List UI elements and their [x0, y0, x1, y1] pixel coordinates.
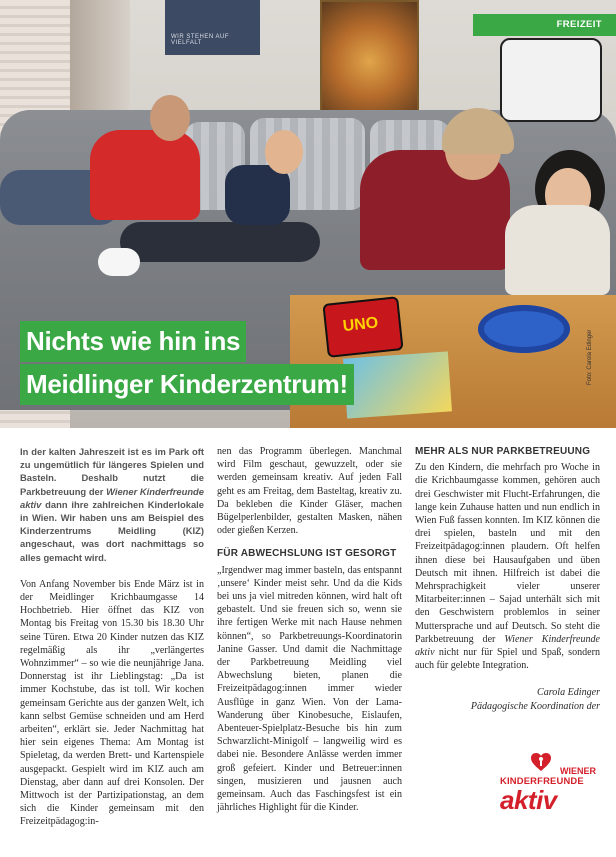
- kinderfreunde-logo: [496, 752, 606, 820]
- girl-body: [505, 205, 610, 295]
- body-paragraph: [415, 461, 600, 672]
- column-1: [20, 445, 204, 829]
- headline-line-2: Meidlinger Kinderzentrum!: [20, 364, 354, 405]
- person-head: [150, 95, 190, 141]
- logo-aktiv: aktiv: [500, 785, 557, 815]
- author-role: Pädagogische Koordination der: [470, 700, 600, 712]
- lead-paragraph: [20, 445, 204, 564]
- child-legs: [120, 222, 320, 262]
- subheading: MEHR ALS NUR PARKBETREUUNG: [415, 446, 591, 457]
- org-name: Wiener Kinderfreunde aktiv: [415, 633, 600, 659]
- poster-text: WIR STEHEN AUF VIELFALT: [171, 34, 230, 46]
- body-paragraph: Von Anfang November bis Ende März ist in der Meidlinger Krichbaumgasse 14 Hochbetrieb. Hier öffnet das KIZ von Montag bis Freitag von 15.30 bis 18.30 Uhr seine Türen. Etwa 20 Kinder nutzen das KIZ regelmäßig als ihr „verlängertes Wohnzimmer“ – so wie die neunjährige Jana. Donnerstag ist ihr Lieblingstag: „Da ist immer Kochstube, das ist toll. Wir kochen gemeinsam Gerichte aus der ganzen Welt, ich kann selbst Gemüse schneiden und am Herd arbeiten“, erklärt sie. Jeder Nachmittag hat hier sein eigenes Thema: Am Montag ist Spieletag, da werden Brett- und Kartenspiele ausgepackt. Gespielt wird im KIZ auch am Dienstag, aber dann auf drei Konsolen. Der Mittwoch ist der Partizipationstag, an dem sich die Kinder gemeinsam mit den Freizeitpädagog:in-: [20, 578, 204, 828]
- body-paragraph: nen das Programm überlegen. Manchmal wird Film geschaut, gewuzzelt, oder sie werden gemeinsam kreativ. Auf jeden Fall geht es am Freitag, dem Basteltag, kreativ zu. Da bekleben die Kinder Gläser, machen Bügelperlenbilder, gestalten Masken, nähen oder gießen Kerzen.: [217, 446, 402, 537]
- child-head: [265, 130, 303, 174]
- body-text: Zu den Kindern, die mehrfach pro Woche in die Krichbaumgasse kommen, gehören auch drei Geschwister mit Flucht-Erfahrungen, die lange kein Zuhause hatten und nun endlich in Wien Fuß fassen konnten. Im KIZ können die drei spielen, basteln und mit den Freizeitpädagog:innen plaudern. Oft helfen ihnen diese bei Hausaufgaben und üben Deutsch mit ihnen. Hilfreich ist dabei die Mehrsprachigkeit vieler unserer Mitarbeiter:innen – Sajad unterhält sich mit den Geschwistern problemlos in seiner Muttersprache und auf Deutsch. So steht die Parkbetreuung der: [415, 462, 600, 645]
- subheading: FÜR ABWECHSLUNG IST GESORGT: [217, 548, 397, 560]
- heart-icon: [530, 752, 552, 772]
- author-signature: [415, 686, 600, 712]
- lead-org: Wiener Kinderfreunde aktiv: [20, 485, 204, 510]
- lead-text-2: dann ihre zahlreichen Kinderlokale in Wien. Wir haben uns am Beispiel des Kinderzentrums Meidling (KIZ) angeschaut, was dort nachmittags so alles gemacht wird.: [20, 498, 204, 563]
- section-tag: FREIZEIT: [473, 14, 616, 36]
- logo-wiener: WIENER: [560, 766, 596, 776]
- person-red-shirt: [90, 130, 200, 220]
- headline: [20, 321, 354, 405]
- column-3: [415, 445, 600, 713]
- child-body: [225, 165, 290, 225]
- child-sock: [98, 248, 140, 276]
- board-game: [478, 305, 570, 353]
- photo-credit: Foto: Carola Edinger: [587, 329, 593, 385]
- headline-line-1: Nichts wie hin ins: [20, 321, 246, 362]
- wall-poster: [165, 0, 260, 55]
- body-paragraph: „Irgendwer mag immer basteln, das entspannt ‚unsere‘ Kinder meist sehr. Und da die Kids bei uns ja viel mitreden können, wird halt oft gebastelt. Und sie freuen sich so, wenn sie ihre fertigen Werke mit nach Hause nehmen können“, so Parkbetreuungs-Koordinatorin Janine Gasser. Und damit die Nachmittage der Parkbetreuung Meidling viel Abwechslung bieten, planen die Freizeitpädagog:innen immer wieder Ausflüge in ganz Wien. Von der Lama-Wanderung über Kinobesuche, Eislaufen, Abenteuer-Spielplatz-Besuche bis hin zum Schwarzlicht-Minigolf – langweilig wird es dabei nie. Besondere Anlässe werden immer groß gefeiert. Kinder und Betreuer:innen singen, musizieren und jausnen auch gemeinsam. Auch das Faschingsfest ist ein jährliches Highlight für die Kinder.: [217, 564, 402, 814]
- author-name: Carola Edinger: [537, 687, 600, 699]
- body-text: nicht nur für Spiel und Spaß, sondern auch für gelebte Integration.: [415, 647, 600, 672]
- uno-label: UNO: [341, 314, 380, 336]
- butterfly-pillow: [500, 38, 602, 122]
- logo-kinderfreunde: KINDERFREUNDE: [500, 775, 584, 786]
- column-2: [217, 445, 402, 814]
- game-box: [343, 351, 452, 418]
- wall-painting: [320, 0, 419, 112]
- lead-text-1: In der kalten Jahreszeit ist es im Park oft zu ungemütlich für längeres Spielen und Basteln. Deshalb nutzt die Parkbetreuung der: [20, 446, 204, 497]
